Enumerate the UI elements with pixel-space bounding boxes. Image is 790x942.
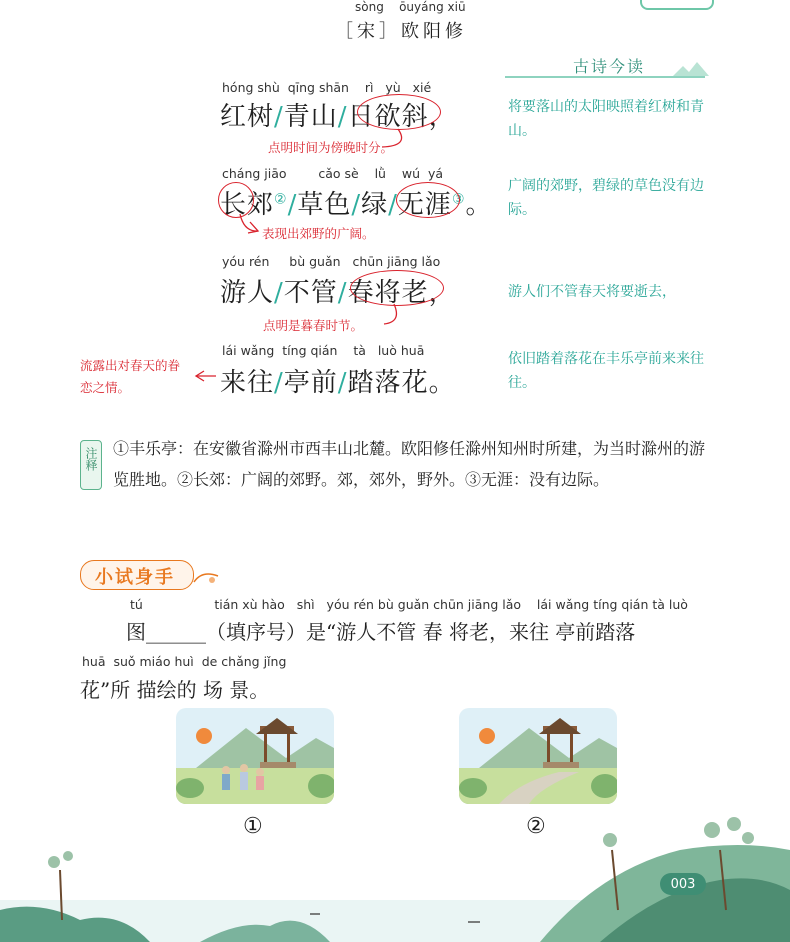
exercise-title: 小试身手 — [80, 560, 194, 590]
annotation-1: 点明时间为傍晚时分。 — [268, 140, 394, 155]
option-image-2[interactable] — [459, 708, 617, 804]
modern-reading-title: 古诗今读 — [505, 52, 710, 78]
exercise-pinyin-1: tú tián xù hào shì yóu rén bù guǎn chūn jiāng lǎo lái wǎng tíng qián tà luò — [130, 597, 688, 612]
annotation-3: 点明是暮春时节。 — [263, 318, 364, 333]
annotation-4: 流露出对春天的眷恋之情。 — [80, 358, 181, 395]
poem-pinyin-3: yóu rén bù guǎn chūn jiāng lǎo — [222, 254, 441, 269]
poem-pinyin-2: cháng jiāo cǎo sè lǜ wú yá — [222, 166, 444, 181]
poem-pinyin-4: lái wǎng tíng qián tà luò huā — [222, 343, 425, 358]
modern-line-1: 将要落山的太阳映照着红树和青山。 — [508, 99, 704, 139]
page-number: 003 — [660, 873, 706, 895]
exercise-pinyin-2: huā suǒ miáo huì de chǎng jǐng — [82, 654, 287, 669]
poem-line-4: 来往/亭前/踏落花。 — [220, 368, 456, 398]
author-line: ［宋］欧阳修 — [335, 21, 467, 42]
mountain-icon — [673, 60, 709, 78]
author-pinyin: sòng ōuyáng xiū — [355, 0, 466, 14]
option-label-1: ① — [243, 814, 263, 839]
modern-line-3: 游人们不管春天将要逝去， — [508, 284, 676, 300]
option-label-2: ② — [526, 814, 546, 839]
exercise-line-2: 花”所 描绘的 场 景。 — [80, 678, 270, 702]
poem-line-3: 游人/不管/春将老， — [220, 278, 456, 308]
modern-line-4: 依旧踏着落花在丰乐亭前来来往往。 — [508, 351, 704, 391]
notes-badge: 注释 — [80, 440, 102, 490]
poem-line-2: 长郊②/草色/绿/无涯③。 — [220, 190, 493, 220]
poem-line-1: 红树/青山/日欲斜， — [220, 102, 456, 132]
notes-text: ①丰乐亭：在安徽省滁州市西丰山北麓。欧阳修任滁州知州时所建，为当时滁州的游览胜地。②长郊：广阔的郊野。郊，郊外，野外。③无涯：没有边际。 — [113, 439, 706, 489]
exercise-line-1: 图______（填序号）是“游人不管 春 将老，来往 亭前踏落 — [126, 620, 636, 644]
modern-line-2: 广阔的郊野，碧绿的草色没有边际。 — [508, 178, 704, 218]
poem-pinyin-1: hóng shù qīng shān rì yù xié — [222, 80, 432, 95]
option-image-1[interactable] — [176, 708, 334, 804]
annotation-2: 表现出郊野的广阔。 — [262, 226, 375, 241]
exercise-title-deco — [192, 568, 220, 586]
